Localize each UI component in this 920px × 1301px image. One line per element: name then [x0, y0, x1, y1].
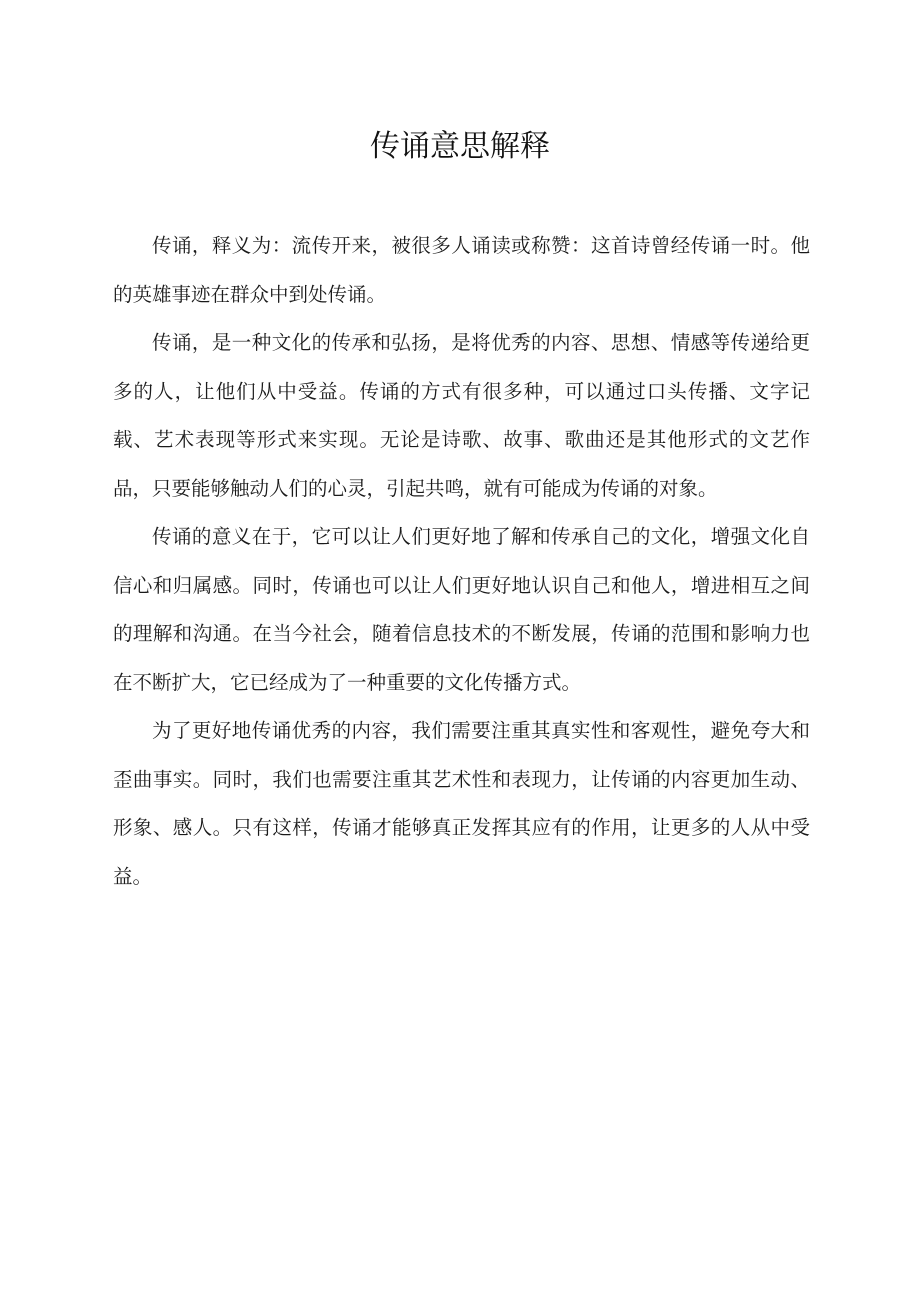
- document-title: 传诵意思解释: [370, 129, 550, 164]
- paragraph: 传诵的意义在于，它可以让人们更好地了解和传承自己的文化，增强文化自信心和归属感。同时，传诵也可以让人们更好地认识自己和他人，增进相互之间的理解和沟通。在当今社会，随着信息技术的不断发展，传诵的范围和影响力也在不断扩大，它已经成为了一种重要的文化传播方式。: [113, 525, 810, 694]
- document-body: [113, 222, 810, 901]
- paragraph: 传诵，释义为：流传开来，被很多人诵读或称赞：这首诗曾经传诵一时。他的英雄事迹在群众中到处传诵。: [113, 234, 810, 306]
- paragraph: 传诵，是一种文化的传承和弘扬，是将优秀的内容、思想、情感等传递给更多的人，让他们从中受益。传诵的方式有很多种，可以通过口头传播、文字记载、艺术表现等形式来实现。无论是诗歌、故事、歌曲还是其他形式的文艺作品，只要能够触动人们的心灵，引起共鸣，就有可能成为传诵的对象。: [113, 331, 810, 500]
- paragraph: 为了更好地传诵优秀的内容，我们需要注重其真实性和客观性，避免夸大和歪曲事实。同时，我们也需要注重其艺术性和表现力，让传诵的内容更加生动、形象、感人。只有这样，传诵才能够真正发挥其应有的作用，让更多的人从中受益。: [113, 719, 810, 888]
